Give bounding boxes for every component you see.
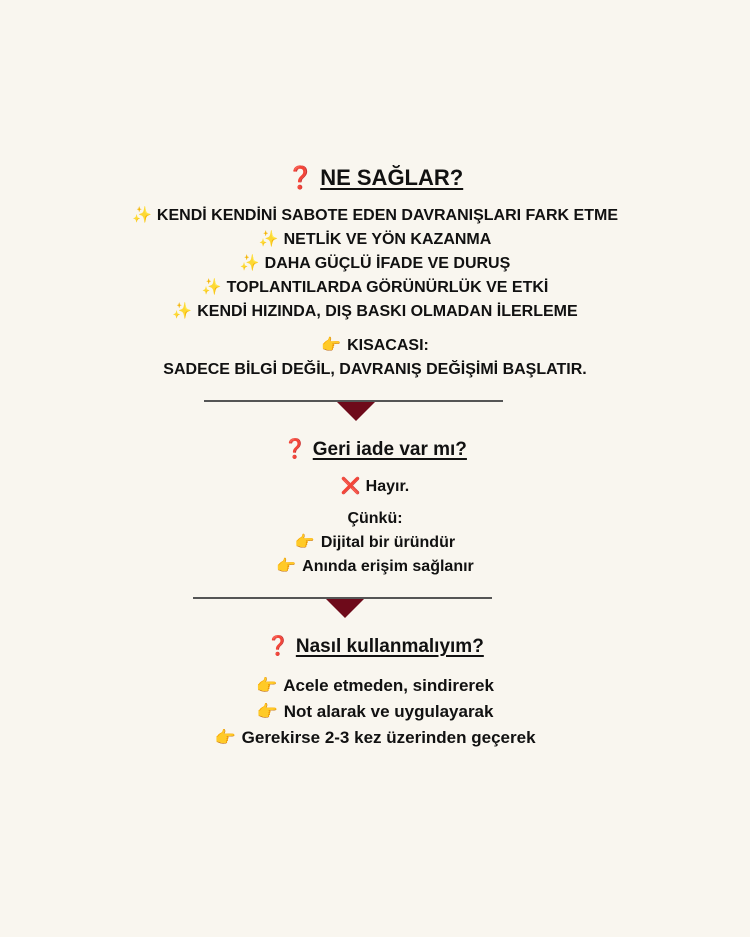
sparkles-icon: ✨ [172, 303, 193, 320]
refund-reasons [0, 507, 750, 579]
list-item: 👉 Not alarak ve uygulayarak [256, 702, 494, 721]
list-item: 👉 Dijital bir üründür [294, 534, 456, 551]
summary-text: SADECE BİLGİ DEĞİL, DAVRANIŞ DEĞİŞİMİ BAŞLATIR. [163, 361, 587, 378]
list-item: ✨ DAHA GÜÇLÜ İFADE VE DURUŞ [239, 255, 511, 272]
because-label: Çünkü: [347, 510, 403, 527]
usage-heading: Nasıl kullanmalıyım? [295, 636, 484, 657]
refund-answer [0, 475, 750, 499]
divider-arrow-1 [337, 402, 375, 421]
pointing-hand-icon: 👉 [256, 676, 278, 695]
list-item: 👉 Gerekirse 2-3 kez üzerinden geçerek [214, 728, 536, 747]
sparkles-icon: ✨ [258, 231, 279, 248]
pointing-hand-icon: 👉 [276, 558, 297, 575]
list-item: ✨ TOPLANTILARDA GÖRÜNÜRLÜK VE ETKİ [201, 279, 549, 296]
refund-answer-text: Hayır. [365, 478, 410, 495]
cross-mark-icon: ❌ [340, 478, 361, 495]
question-mark-icon: ❓ [286, 165, 315, 190]
list-item: ✨ KENDİ KENDİNİ SABOTE EDEN DAVRANIŞLARI FARK ETME [132, 207, 618, 224]
list-item: 👉 Acele etmeden, sindirerek [256, 676, 494, 695]
list-item: 👉 Anında erişim sağlanır [276, 558, 474, 575]
pointing-hand-icon: 👉 [256, 702, 278, 721]
refund-section [0, 436, 750, 464]
list-item: ✨ NETLİK VE YÖN KAZANMA [258, 231, 492, 248]
usage-tips [0, 673, 750, 751]
usage-section [0, 633, 750, 661]
list-item: ✨ KENDİ HIZINDA, DIŞ BASKI OLMADAN İLERLEME [172, 303, 578, 320]
sparkles-icon: ✨ [132, 207, 152, 224]
question-mark-icon: ❓ [266, 636, 290, 657]
benefits-heading: NE SAĞLAR? [320, 165, 464, 190]
divider-arrow-2 [326, 599, 364, 618]
summary-label: 👉 KISACASI: [321, 337, 429, 354]
summary-block [0, 334, 750, 382]
sparkles-icon: ✨ [201, 279, 222, 296]
benefits-section [0, 163, 750, 193]
pointing-hand-icon: 👉 [321, 337, 342, 354]
pointing-hand-icon: 👉 [294, 534, 315, 551]
benefits-list [0, 204, 750, 324]
question-mark-icon: ❓ [283, 439, 307, 460]
pointing-hand-icon: 👉 [214, 728, 236, 747]
sparkles-icon: ✨ [239, 255, 260, 272]
refund-heading: Geri iade var mı? [312, 439, 467, 460]
